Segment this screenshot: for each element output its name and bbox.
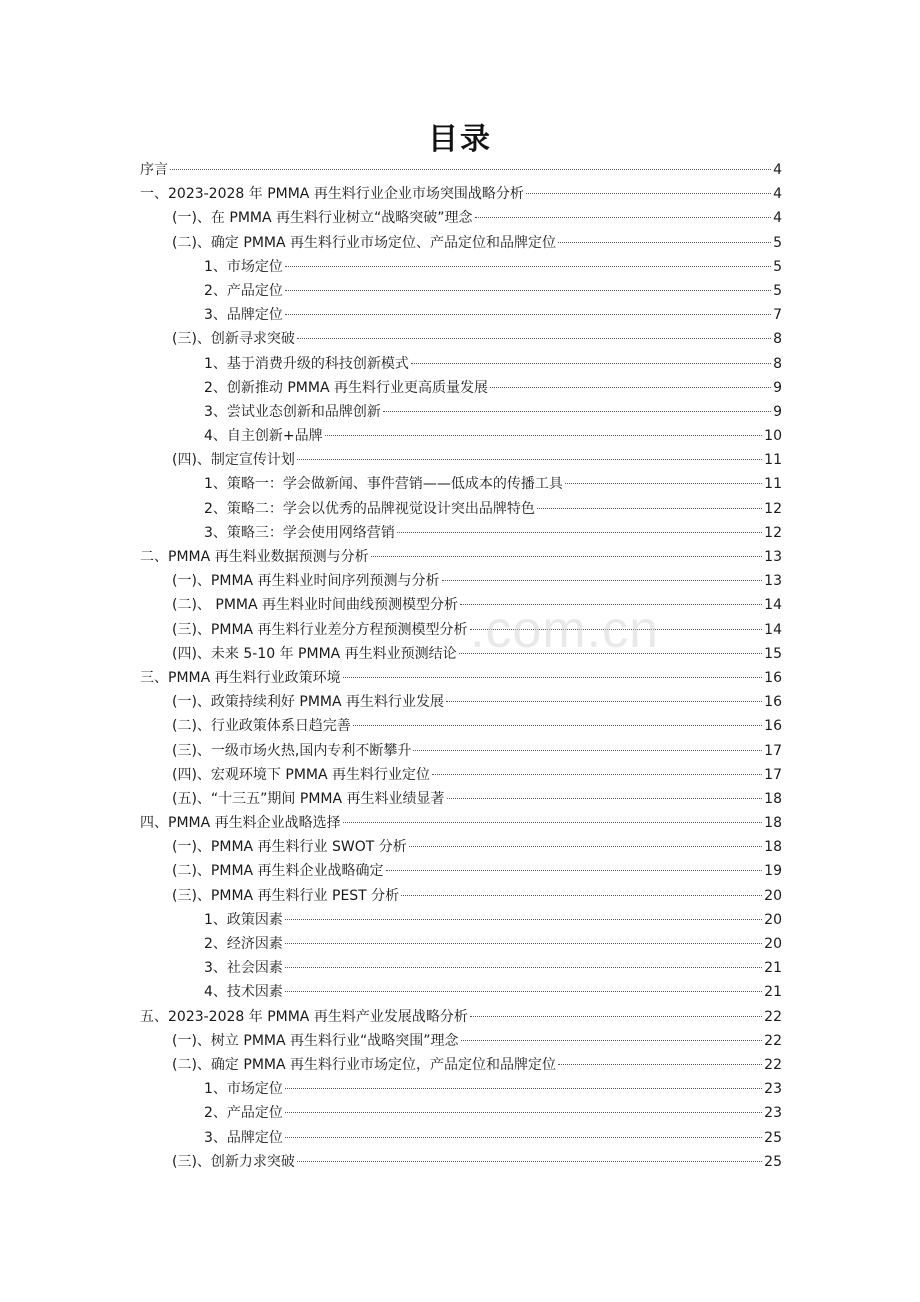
dot-leader — [170, 169, 771, 170]
toc-entry-page: 11 — [764, 476, 782, 493]
toc-entry-text: (二)、PMMA 再生料企业战略确定 — [172, 863, 384, 880]
dot-leader — [285, 943, 762, 944]
toc-entry-page: 4 — [773, 210, 782, 227]
toc-entry[interactable] — [140, 642, 782, 666]
dot-leader — [285, 1112, 762, 1113]
toc-entry-page: 16 — [764, 694, 782, 711]
toc-entry-page: 25 — [764, 1129, 782, 1146]
table-of-contents — [140, 158, 782, 1174]
toc-entry-page: 14 — [764, 621, 782, 638]
toc-entry-page: 13 — [764, 573, 782, 590]
toc-entry[interactable] — [140, 980, 782, 1004]
toc-entry-page: 10 — [764, 428, 782, 445]
toc-entry[interactable] — [140, 545, 782, 569]
toc-entry[interactable] — [140, 690, 782, 714]
toc-entry[interactable] — [140, 569, 782, 593]
toc-entry[interactable] — [140, 908, 782, 932]
dot-leader — [383, 411, 771, 412]
dot-leader — [446, 701, 762, 702]
dot-leader — [343, 822, 763, 823]
toc-entry-text: 1、政策因素 — [204, 911, 283, 928]
watermark: .com.cn — [470, 601, 660, 659]
dot-leader — [325, 435, 763, 436]
toc-entry-text: 序言 — [140, 162, 168, 178]
toc-entry[interactable] — [140, 497, 782, 521]
toc-entry[interactable] — [140, 424, 782, 448]
toc-entry-text: 五、2023-2028 年 PMMA 再生料产业发展战略分析 — [140, 1008, 468, 1025]
toc-entry[interactable] — [140, 376, 782, 400]
toc-entry-page: 12 — [764, 524, 782, 541]
toc-entry[interactable] — [140, 811, 782, 835]
toc-entry-page: 19 — [764, 863, 782, 880]
toc-entry-text: 3、尝试业态创新和品牌创新 — [204, 403, 381, 420]
toc-entry-page: 7 — [773, 307, 782, 324]
toc-entry-page: 18 — [764, 790, 782, 807]
dot-leader — [285, 290, 771, 291]
toc-entry-text: 4、技术因素 — [204, 984, 283, 1001]
toc-entry-page: 14 — [764, 597, 782, 614]
dot-leader — [461, 1040, 763, 1041]
toc-entry-text: 一、2023-2028 年 PMMA 再生料行业企业市场突围战略分析 — [140, 186, 524, 203]
toc-entry-text: 3、品牌定位 — [204, 307, 283, 324]
toc-entry-page: 21 — [764, 984, 782, 1001]
toc-entry-text: (二)、 PMMA 再生料业时间曲线预测模型分析 — [172, 597, 459, 614]
dot-leader — [447, 798, 763, 799]
toc-entry-page: 4 — [773, 186, 782, 203]
toc-entry-page: 9 — [773, 403, 782, 420]
toc-entry-text: (三)、创新力求突破 — [172, 1153, 295, 1170]
toc-entry-page: 20 — [764, 887, 782, 904]
toc-entry-text: 2、产品定位 — [204, 1105, 283, 1122]
toc-entry[interactable] — [140, 956, 782, 980]
dot-leader — [285, 1088, 762, 1089]
dot-leader — [537, 508, 762, 509]
toc-title: 目录 — [428, 122, 492, 157]
toc-entry[interactable] — [140, 787, 782, 811]
toc-entry[interactable] — [140, 835, 782, 859]
toc-entry-text: 1、市场定位 — [204, 258, 283, 275]
toc-entry[interactable] — [140, 206, 782, 230]
toc-entry[interactable] — [140, 1077, 782, 1101]
dot-leader — [565, 483, 762, 484]
dot-leader — [285, 1137, 762, 1138]
toc-entry[interactable] — [140, 448, 782, 472]
toc-entry[interactable] — [140, 231, 782, 255]
toc-entry-page: 22 — [764, 1032, 782, 1049]
toc-entry-text: 3、品牌定位 — [204, 1129, 283, 1146]
toc-entry-page: 23 — [764, 1081, 782, 1098]
toc-entry-page: 11 — [764, 452, 782, 469]
toc-entry-page: 20 — [764, 911, 782, 928]
toc-entry-text: 1、基于消费升级的科技创新模式 — [204, 355, 409, 372]
toc-entry[interactable] — [140, 1005, 782, 1029]
dot-leader — [386, 870, 763, 871]
toc-entry-text: 2、经济因素 — [204, 936, 283, 952]
dot-leader — [353, 725, 762, 726]
toc-entry[interactable] — [140, 1126, 782, 1150]
dot-leader — [490, 387, 771, 388]
dot-leader — [343, 677, 763, 678]
toc-entry[interactable] — [140, 763, 782, 787]
toc-entry-text: (一)、政策持续利好 PMMA 再生料行业发展 — [172, 694, 445, 711]
dot-leader — [470, 1016, 762, 1017]
toc-entry-text: 三、PMMA 再生料行业政策环境 — [140, 669, 341, 686]
dot-leader — [409, 846, 762, 847]
toc-entry-page: 23 — [764, 1105, 782, 1122]
toc-entry-text: (二)、确定 PMMA 再生料行业市场定位、产品定位和品牌定位 — [172, 234, 557, 251]
toc-entry-page: 22 — [764, 1056, 782, 1073]
toc-entry-page: 5 — [773, 258, 782, 275]
toc-entry-page: 25 — [764, 1153, 782, 1170]
toc-entry-text: 二、PMMA 再生料业数据预测与分析 — [140, 549, 369, 565]
toc-entry[interactable] — [140, 255, 782, 279]
toc-entry-page: 21 — [764, 960, 782, 977]
dot-leader — [285, 314, 771, 315]
dot-leader — [285, 919, 762, 920]
toc-entry-page: 17 — [764, 742, 782, 759]
toc-entry[interactable] — [140, 521, 782, 545]
toc-entry[interactable] — [140, 303, 782, 327]
toc-entry[interactable] — [140, 1101, 782, 1125]
toc-entry-text: (四)、未来 5-10 年 PMMA 再生料业预测结论 — [172, 645, 457, 662]
dot-leader — [401, 895, 762, 896]
dot-leader — [297, 459, 762, 460]
dot-leader — [475, 217, 772, 218]
toc-entry-text: (三)、PMMA 再生料行业差分方程预测模型分析 — [172, 621, 468, 638]
toc-entry[interactable] — [140, 1150, 782, 1174]
toc-entry-text: (四)、制定宣传计划 — [172, 452, 295, 469]
toc-entry-text: 3、社会因素 — [204, 960, 283, 977]
toc-entry[interactable] — [140, 279, 782, 303]
toc-entry-text: 1、策略一：学会做新闻、事件营销——低成本的传播工具 — [204, 476, 563, 493]
dot-leader — [413, 750, 762, 751]
toc-entry[interactable] — [140, 472, 782, 496]
dot-leader — [285, 266, 771, 267]
toc-entry-page: 17 — [764, 766, 782, 783]
toc-entry-text: (四)、宏观环境下 PMMA 再生料行业定位 — [172, 766, 431, 783]
toc-entry-page: 13 — [764, 549, 782, 565]
toc-entry[interactable] — [140, 666, 782, 690]
dot-leader — [371, 556, 763, 557]
dot-leader — [432, 774, 762, 775]
dot-leader — [397, 532, 762, 533]
toc-entry-page: 16 — [764, 718, 782, 735]
toc-entry-text: (五)、“十三五”期间 PMMA 再生料业绩显著 — [172, 790, 445, 807]
toc-entry-page: 5 — [773, 282, 782, 299]
dot-leader — [285, 991, 762, 992]
toc-entry-text: (一)、在 PMMA 再生料行业树立“战略突破”理念 — [172, 210, 473, 227]
dot-leader — [558, 242, 771, 243]
toc-entry[interactable] — [140, 1053, 782, 1077]
toc-entry-page: 18 — [764, 839, 782, 856]
toc-entry-text: 1、市场定位 — [204, 1081, 283, 1098]
toc-entry-page: 12 — [764, 500, 782, 517]
dot-leader — [285, 967, 762, 968]
toc-entry[interactable] — [140, 714, 782, 738]
toc-entry-page: 18 — [764, 815, 782, 832]
toc-entry-text: 3、策略三：学会使用网络营销 — [204, 524, 395, 541]
toc-entry-page: 22 — [764, 1008, 782, 1025]
toc-entry-page: 15 — [764, 645, 782, 662]
toc-entry[interactable] — [140, 884, 782, 908]
dot-leader — [411, 363, 771, 364]
toc-entry-text: 2、产品定位 — [204, 282, 283, 299]
toc-entry[interactable] — [140, 158, 782, 182]
toc-entry-text: (一)、PMMA 再生料行业 SWOT 分析 — [172, 839, 407, 856]
toc-entry-page: 20 — [764, 936, 782, 952]
toc-entry-page: 8 — [773, 355, 782, 372]
toc-entry-page: 16 — [764, 669, 782, 686]
toc-entry[interactable] — [140, 327, 782, 351]
dot-leader — [442, 580, 763, 581]
toc-entry[interactable] — [140, 859, 782, 883]
toc-entry-text: (三)、一级市场火热,国内专利不断攀升 — [172, 742, 412, 759]
toc-entry-page: 5 — [773, 234, 782, 251]
toc-entry-text: 四、PMMA 再生料企业战略选择 — [140, 815, 341, 832]
toc-entry-text: 2、创新推动 PMMA 再生料行业更高质量发展 — [204, 379, 488, 396]
toc-entry-text: (一)、PMMA 再生料业时间序列预测与分析 — [172, 573, 440, 590]
dot-leader — [526, 193, 771, 194]
toc-entry-page: 4 — [773, 162, 782, 178]
dot-leader — [297, 1161, 762, 1162]
toc-entry[interactable] — [140, 932, 782, 956]
toc-entry-text: 2、策略二：学会以优秀的品牌视觉设计突出品牌特色 — [204, 500, 535, 517]
toc-entry-page: 8 — [773, 331, 782, 348]
toc-entry-page: 9 — [773, 379, 782, 396]
toc-entry-text: (二)、行业政策体系日趋完善 — [172, 718, 351, 735]
dot-leader — [558, 1064, 762, 1065]
toc-entry[interactable] — [140, 1029, 782, 1053]
toc-entry[interactable] — [140, 352, 782, 376]
toc-entry-text: (一)、树立 PMMA 再生料行业“战略突围”理念 — [172, 1032, 459, 1049]
toc-entry-text: 4、自主创新+品牌 — [204, 428, 323, 445]
dot-leader — [297, 338, 771, 339]
toc-entry-text: (三)、PMMA 再生料行业 PEST 分析 — [172, 887, 400, 904]
toc-entry-text: (三)、创新寻求突破 — [172, 331, 295, 348]
toc-entry-text: (二)、确定 PMMA 再生料行业市场定位，产品定位和品牌定位 — [172, 1056, 557, 1073]
toc-entry[interactable] — [140, 182, 782, 206]
toc-entry[interactable] — [140, 593, 782, 617]
toc-entry[interactable] — [140, 400, 782, 424]
toc-entry[interactable] — [140, 739, 782, 763]
toc-entry[interactable] — [140, 618, 782, 642]
